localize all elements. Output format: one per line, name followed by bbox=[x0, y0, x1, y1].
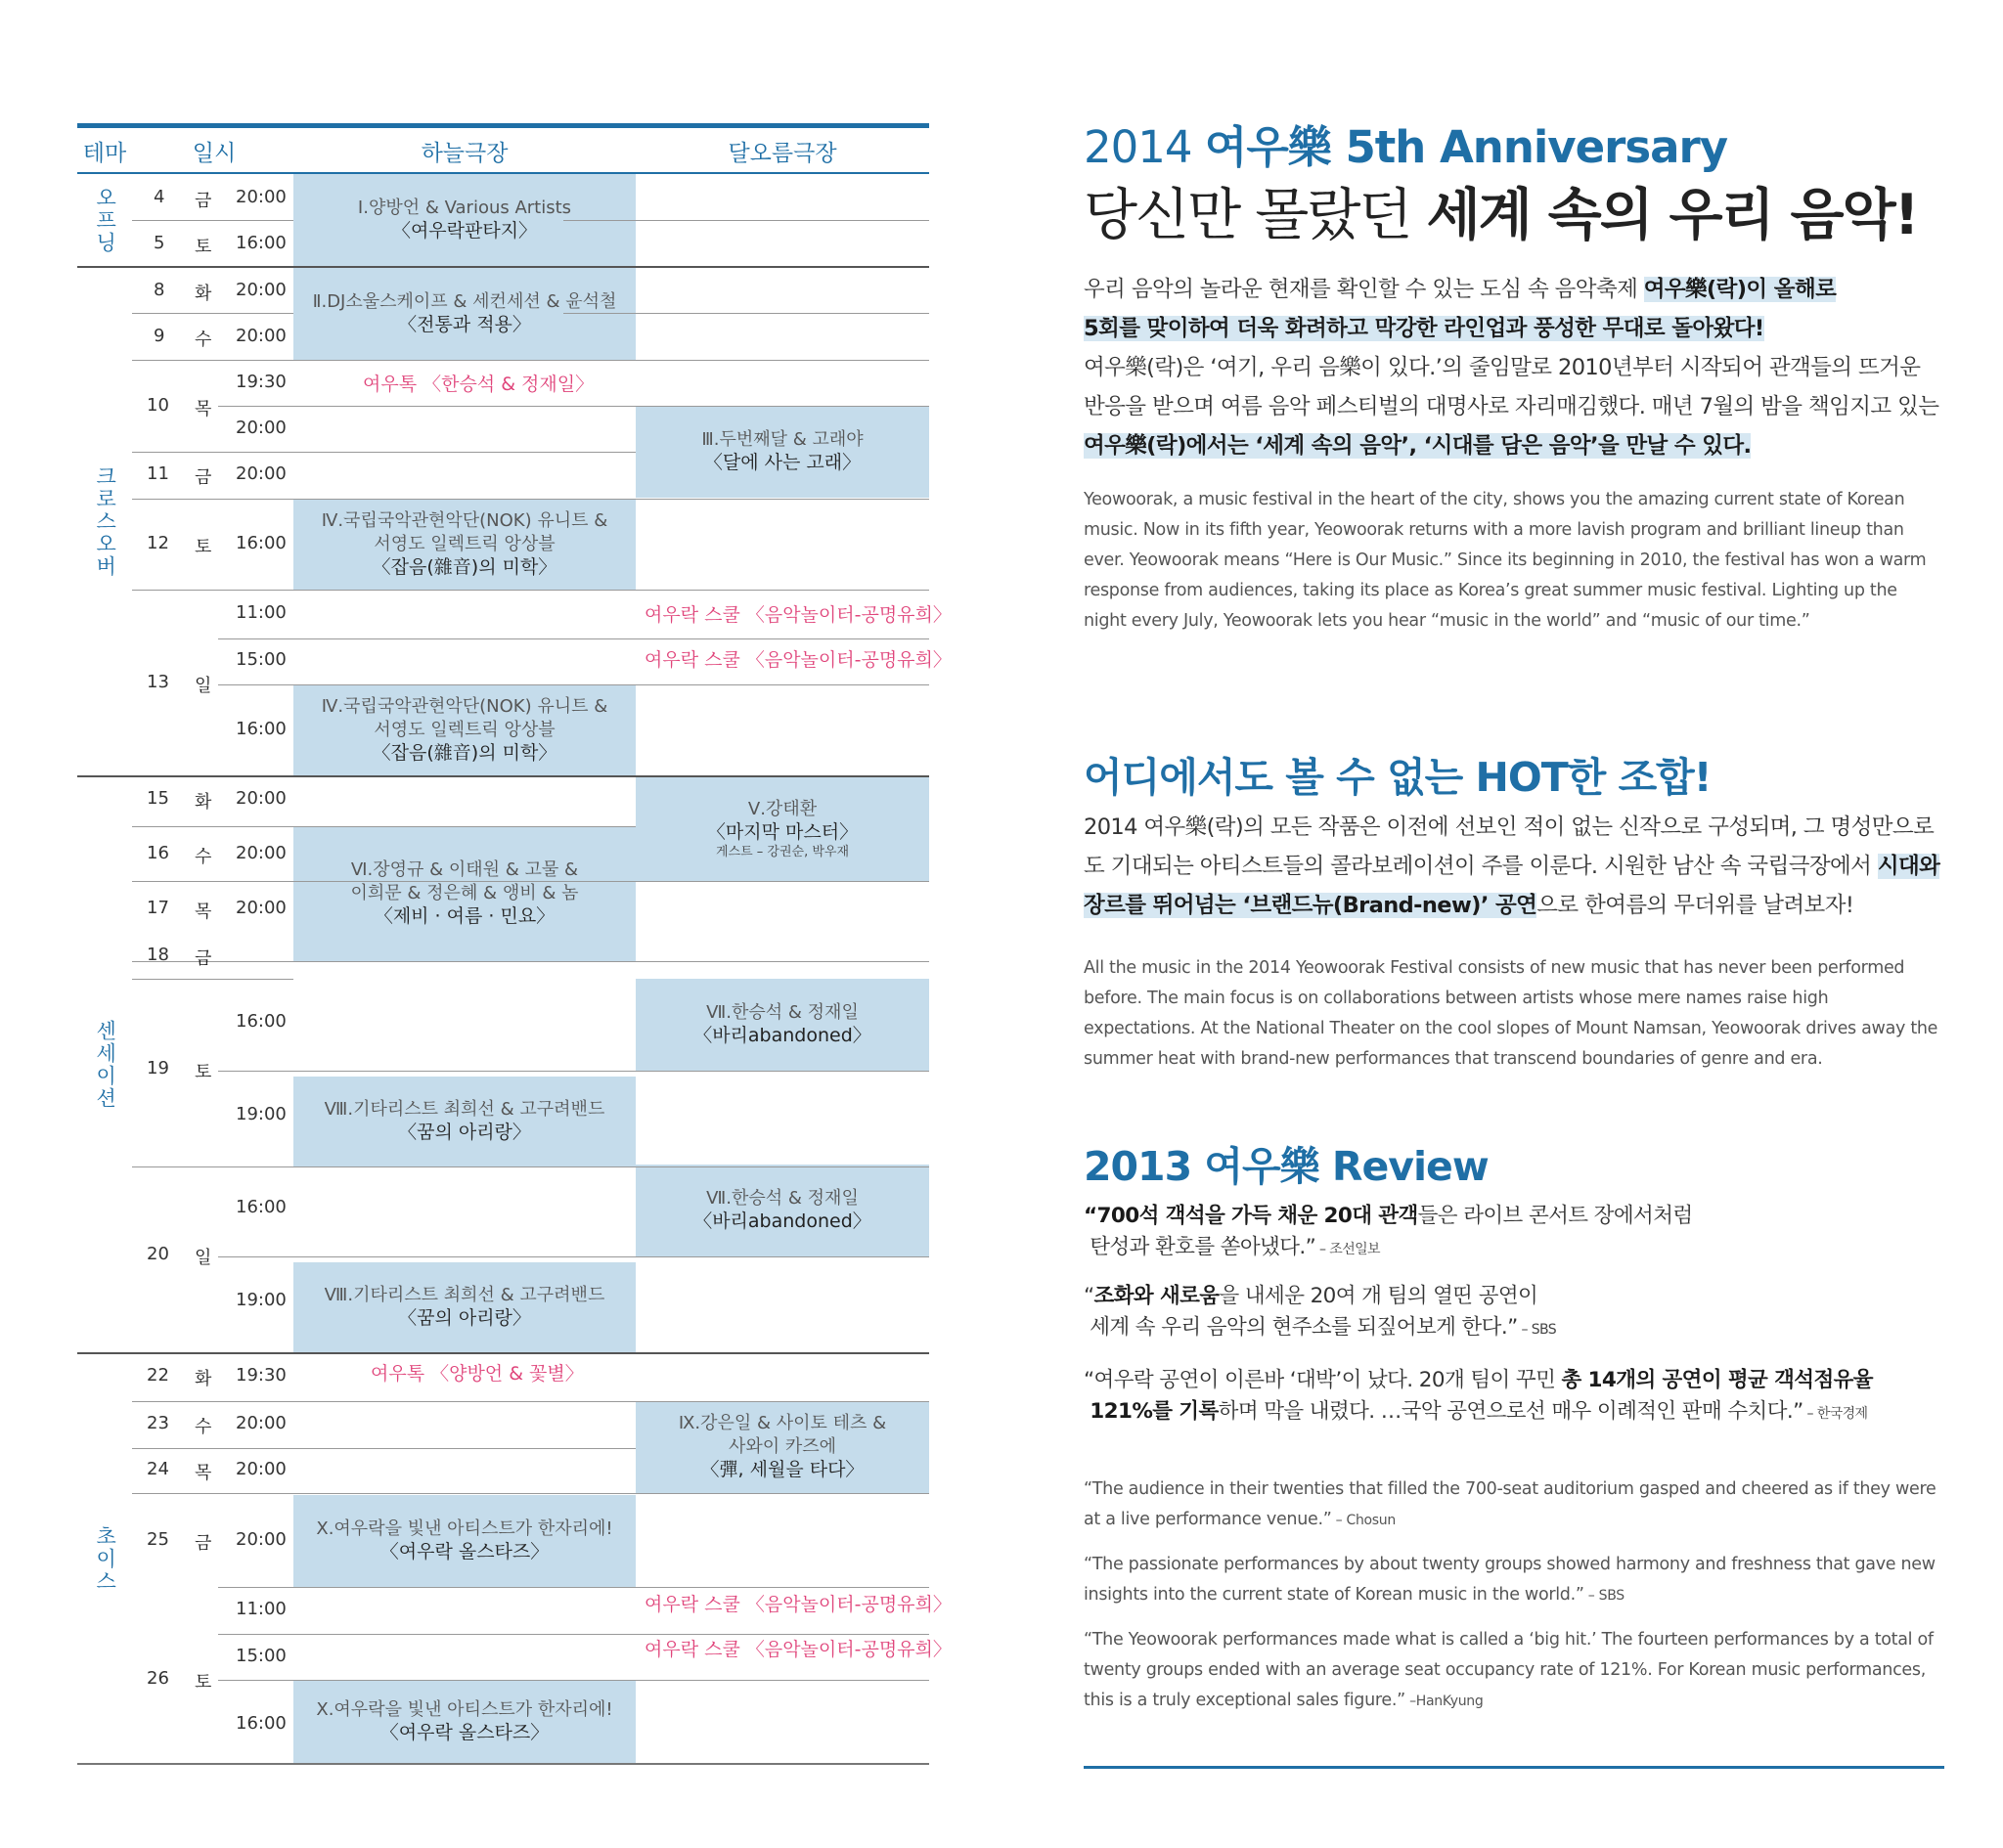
row-divider bbox=[132, 826, 636, 827]
bottom-rule bbox=[1084, 1766, 1944, 1769]
hot-english-paragraph: All the music in the 2014 Yeowoorak Festival consists of new music that has never been performed before. The main focus is on collaborations between artists whose mere names raise high expectations. At the National Theater on the cool slopes of Mount Namsan, Yeowoorak drives away the summer heat with brand-new performances that transcend boundaries of genre and era. bbox=[1084, 958, 1938, 1069]
hot-section-title: 어디에서도 볼 수 없는 HOT한 조합! bbox=[1084, 754, 1712, 801]
program-cell: Ⅵ.장영규 & 이태원 & 고물 & 이희문 & 정은혜 & 앵비 & 놈 〈제비 · 여름 · 민요〉 bbox=[293, 826, 636, 961]
date-weekday: 금 bbox=[195, 467, 212, 488]
time-cell: 20:00 bbox=[236, 1529, 287, 1550]
program-cell: Ⅲ.두번째달 & 고래야 〈달에 사는 고래〉 bbox=[636, 406, 929, 498]
date-weekday: 목 bbox=[195, 399, 212, 419]
program-cell: Ⅳ.국립국악관현악단(NOK) 유니트 & 서영도 일렉트릭 앙상블 〈잡음(雜音)의 미학〉 bbox=[293, 685, 636, 775]
review-quote: “조화와 새로움을 내세운 20여 개 팀의 열띤 공연이 세계 속 우리 음악의 현주소를 되짚어보게 한다.” – SBS bbox=[1084, 1284, 1557, 1340]
row-divider bbox=[132, 590, 929, 591]
time-cell: 19:00 bbox=[236, 1104, 287, 1124]
row-divider bbox=[218, 1071, 929, 1072]
program-cell: Ⅹ.여우락을 빛낸 아티스트가 한자리에! 〈여우락 올스타즈〉 bbox=[293, 1495, 636, 1587]
row-divider bbox=[132, 452, 636, 453]
program-cell: Ⅷ.기타리스트 최희선 & 고구려밴드 〈꿈의 아리랑〉 bbox=[293, 1077, 636, 1166]
date-number: 17 bbox=[147, 898, 169, 918]
review-section-title: 2013 여우樂 Review bbox=[1084, 1143, 1489, 1190]
table-bottom-rule bbox=[77, 1763, 929, 1765]
review-quote: “여우락 공연이 이른바 ‘대박’이 났다. 20개 팀이 꾸민 총 14개의 공연이 평균 객석점유율 121%를 기록하며 막을 내렸다. …국악 공연으로선 매우 이례적인 판매 수치다.” – 한국경제 bbox=[1084, 1368, 1873, 1424]
date-weekday: 금 bbox=[195, 1533, 212, 1554]
header-theme: 테마 bbox=[82, 141, 127, 166]
date-number: 25 bbox=[147, 1529, 169, 1550]
date-weekday: 토 bbox=[195, 237, 212, 257]
date-number: 8 bbox=[154, 280, 165, 300]
program-cell: Ⅸ.강은일 & 사이토 테츠 & 사와이 카즈에 〈彈, 세월을 타다〉 bbox=[636, 1401, 929, 1493]
row-divider bbox=[132, 881, 929, 882]
date-weekday: 수 bbox=[195, 847, 212, 867]
date-weekday: 일 bbox=[195, 676, 212, 696]
row-divider bbox=[132, 1401, 929, 1402]
intro-english-paragraph: Yeowoorak, a music festival in the heart of the city, shows you the amazing current state of Korean music. Now in its fifth year, Yeowoorak returns with a more lavish program and brilliant lineup than ever. Yeowoorak means “Here is Our Music.” Since its beginning in 2010, the festival has won a warm response from audiences, taking its place as Korea’s great summer music festival. Lighting up the night every July, Yeowoorak lets you hear “music in the world” and “music of our time.” bbox=[1084, 490, 1927, 631]
time-cell: 20:00 bbox=[236, 843, 287, 863]
review-quote-english: “The Yeowoorak performances made what is called a ‘big hit.’ The fourteen performances by a total of twenty groups ended with an average seat occupancy rate of 121%. For Korean music performances, this is a truly exceptional sales figure.” –HanKyung bbox=[1084, 1630, 1934, 1710]
row-divider bbox=[132, 979, 293, 980]
theme-crossover: 크로스오버 bbox=[93, 465, 117, 578]
time-cell: 20:00 bbox=[236, 898, 287, 918]
row-divider bbox=[132, 1166, 929, 1167]
program-cell: Ⅱ.DJ소울스케이프 & 세컨세션 & 윤석철 〈전통과 적용〉 bbox=[293, 268, 636, 360]
theme-divider bbox=[77, 1352, 929, 1354]
time-cell: 11:00 bbox=[236, 602, 287, 623]
special-event: 여우톡 〈양방언 & 꽃별〉 bbox=[371, 1363, 584, 1385]
row-divider bbox=[132, 1448, 636, 1449]
date-weekday: 화 bbox=[195, 284, 212, 304]
time-cell: 16:00 bbox=[236, 1713, 287, 1734]
special-event: 여우락 스쿨 〈음악놀이터-공명유희〉 bbox=[645, 1594, 952, 1615]
date-number: 23 bbox=[147, 1413, 169, 1433]
headline: 당신만 몰랐던 세계 속의 우리 음악! bbox=[1084, 183, 1918, 247]
anniversary-title: 2014 여우樂 5th Anniversary bbox=[1084, 121, 1728, 173]
table-top-rule bbox=[77, 123, 929, 128]
review-quote: “700석 객석을 가득 채운 20대 관객들은 라이브 콘서트 장에서처럼 탄성과 환호를 쏟아냈다.” – 조선일보 bbox=[1084, 1204, 1693, 1259]
date-weekday: 일 bbox=[195, 1248, 212, 1268]
date-number: 20 bbox=[147, 1244, 169, 1264]
date-number: 15 bbox=[147, 788, 169, 809]
date-weekday: 금 bbox=[195, 191, 212, 211]
header-dalorum: 달오름극장 bbox=[728, 141, 837, 166]
row-divider bbox=[218, 638, 929, 639]
review-quote-english: “The audience in their twenties that filled the 700-seat auditorium gasped and cheered as if they were at a live performance venue.” – Chosun bbox=[1084, 1479, 1936, 1529]
time-cell: 16:00 bbox=[236, 719, 287, 739]
time-cell: 20:00 bbox=[236, 1413, 287, 1433]
date-weekday: 목 bbox=[195, 902, 212, 922]
date-number: 13 bbox=[147, 672, 169, 692]
theme-choice: 초이스 bbox=[93, 1524, 117, 1593]
row-divider bbox=[218, 1256, 929, 1257]
date-weekday: 수 bbox=[195, 330, 212, 350]
review-quote-english: “The passionate performances by about twenty groups showed harmony and freshness that gave new insights into the current state of Korean music in the world.” – SBS bbox=[1084, 1555, 1936, 1605]
time-cell: 19:30 bbox=[236, 1365, 287, 1386]
special-event: 여우락 스쿨 〈음악놀이터-공명유희〉 bbox=[645, 1639, 952, 1660]
intro-korean-paragraph: 우리 음악의 놀라운 현재를 확인할 수 있는 도심 속 음악축제 여우樂(락)이 올해로 5회를 맞이하여 더욱 화려하고 막강한 라인업과 풍성한 무대로 돌아왔다! 여우樂(락)은 ‘여기, 우리 음樂이 있다.’의 줄임말로 2010년부터 시작되어 관객들의 뜨거운 반응을 받으며 여름 음악 페스티벌의 대명사로 자리매김했다. 매년 7월의 밤을 책임지고 있는 여우樂(락)에서는 ‘세계 속의 음악’, ‘시대를 담은 음악’을 만날 수 있다. bbox=[1084, 277, 1939, 459]
festival-description bbox=[1084, 0, 1944, 1848]
theme-opening: 오프닝 bbox=[93, 186, 117, 254]
row-divider bbox=[132, 499, 929, 500]
program-cell: Ⅰ.양방언 & Various Artists 〈여우락판타지〉 bbox=[293, 174, 636, 266]
row-divider bbox=[218, 1634, 929, 1635]
time-cell: 11:00 bbox=[236, 1599, 287, 1619]
date-weekday: 화 bbox=[195, 792, 212, 813]
time-cell: 15:00 bbox=[236, 649, 287, 670]
date-weekday: 토 bbox=[195, 1062, 212, 1082]
date-weekday: 토 bbox=[195, 1672, 212, 1693]
special-event: 여우락 스쿨 〈음악놀이터-공명유희〉 bbox=[645, 604, 952, 626]
row-divider bbox=[218, 1680, 929, 1681]
row-divider bbox=[218, 406, 929, 407]
row-divider bbox=[218, 684, 929, 685]
program-cell: Ⅹ.여우락을 빛낸 아티스트가 한자리에! 〈여우락 올스타즈〉 bbox=[293, 1681, 636, 1763]
time-cell: 19:00 bbox=[236, 1290, 287, 1310]
theme-sensation: 센세이션 bbox=[93, 1020, 117, 1110]
header-date: 일시 bbox=[192, 141, 237, 166]
program-cell: Ⅳ.국립국악관현악단(NOK) 유니트 & 서영도 일렉트릭 앙상블 〈잡음(雜音)의 미학〉 bbox=[293, 500, 636, 590]
time-cell: 19:30 bbox=[236, 372, 287, 392]
row-divider bbox=[218, 1587, 929, 1588]
theme-divider bbox=[77, 775, 929, 777]
row-divider bbox=[563, 220, 929, 221]
date-number: 10 bbox=[147, 395, 169, 416]
row-divider bbox=[132, 220, 293, 221]
time-cell: 15:00 bbox=[236, 1646, 287, 1666]
date-number: 9 bbox=[154, 326, 165, 346]
date-number: 5 bbox=[154, 233, 165, 253]
row-divider bbox=[563, 313, 929, 314]
date-number: 19 bbox=[147, 1058, 169, 1078]
date-weekday: 목 bbox=[195, 1463, 212, 1483]
time-cell: 20:00 bbox=[236, 418, 287, 438]
row-divider bbox=[132, 360, 929, 361]
date-number: 12 bbox=[147, 533, 169, 553]
date-weekday: 수 bbox=[195, 1417, 212, 1437]
time-cell: 20:00 bbox=[236, 788, 287, 809]
date-weekday: 금 bbox=[195, 948, 212, 969]
date-number: 11 bbox=[147, 463, 169, 484]
date-number: 24 bbox=[147, 1459, 169, 1479]
theme-divider bbox=[77, 266, 929, 268]
time-cell: 20:00 bbox=[236, 187, 287, 207]
special-event: 여우톡 〈한승석 & 정재일〉 bbox=[363, 374, 595, 395]
date-number: 18 bbox=[147, 945, 169, 965]
row-divider bbox=[132, 313, 293, 314]
hot-korean-paragraph: 2014 여우樂(락)의 모든 작품은 이전에 선보인 적이 없는 신작으로 구성되며, 그 명성만으로도 기대되는 아티스트들의 콜라보레이션이 주를 이룬다. 시원한 남산 속 국립극장에서 시대와 장르를 뛰어넘는 ‘브랜드뉴(Brand-new)’ 공연으로 한여름의 무더위를 날려보자! bbox=[1084, 814, 1940, 918]
row-divider bbox=[132, 1493, 929, 1494]
schedule-table bbox=[77, 123, 952, 1765]
time-cell: 20:00 bbox=[236, 326, 287, 346]
time-cell: 20:00 bbox=[236, 1459, 287, 1479]
time-cell: 16:00 bbox=[236, 533, 287, 553]
program-cell: Ⅶ.한승석 & 정재일 〈바리abandoned〉 bbox=[636, 979, 929, 1071]
time-cell: 16:00 bbox=[236, 233, 287, 253]
program-cell: Ⅴ.강태환 〈마지막 마스터〉 게스트 – 강권순, 박우재 bbox=[636, 777, 929, 881]
row-divider bbox=[132, 961, 929, 962]
program-cell: Ⅶ.한승석 & 정재일 〈바리abandoned〉 bbox=[636, 1165, 929, 1256]
special-event: 여우락 스쿨 〈음악놀이터-공명유희〉 bbox=[645, 649, 952, 671]
date-number: 4 bbox=[154, 187, 165, 207]
time-cell: 16:00 bbox=[236, 1197, 287, 1217]
header-haneul: 하늘극장 bbox=[421, 141, 509, 166]
date-number: 16 bbox=[147, 843, 169, 863]
time-cell: 20:00 bbox=[236, 280, 287, 300]
time-cell: 20:00 bbox=[236, 463, 287, 484]
program-cell: Ⅷ.기타리스트 최희선 & 고구려밴드 〈꿈의 아리랑〉 bbox=[293, 1262, 636, 1352]
date-number: 26 bbox=[147, 1668, 169, 1689]
date-number: 22 bbox=[147, 1365, 169, 1386]
date-weekday: 토 bbox=[195, 537, 212, 557]
time-cell: 16:00 bbox=[236, 1011, 287, 1032]
date-weekday: 화 bbox=[195, 1369, 212, 1389]
